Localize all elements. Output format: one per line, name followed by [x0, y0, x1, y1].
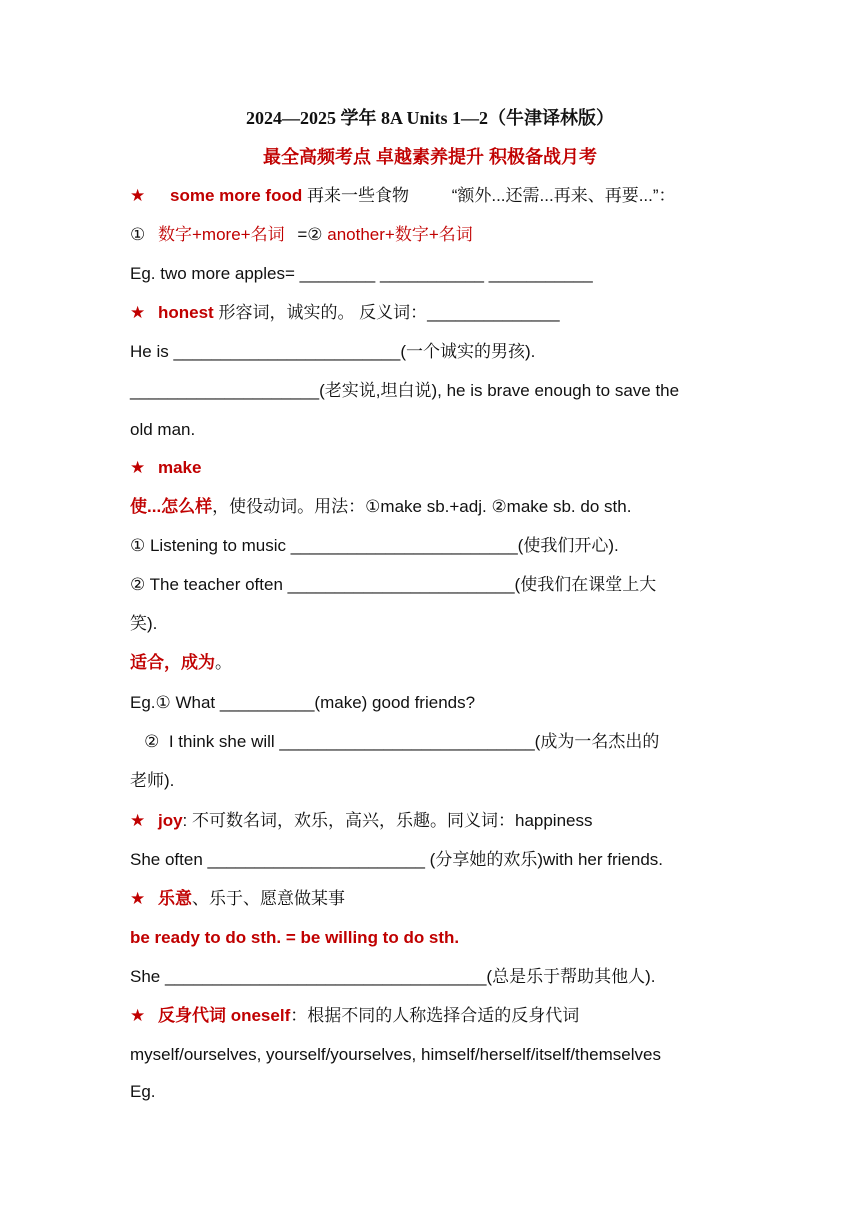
star-icon: ★ [130, 1006, 146, 1025]
star-icon: ★ [130, 458, 146, 477]
example-honest-1: He is ________________________(一个诚实的男孩). [130, 342, 536, 361]
phrase-willing: be ready to do sth. = be willing to do sth. [130, 928, 460, 947]
desc-honest: 形容词，诚实的。 反义词：______________ [218, 303, 560, 322]
equals-sign: = [297, 225, 308, 244]
doc-title: 2024—2025 学年 8A Units 1—2（牛津译林版） [245, 108, 614, 128]
rule-1: 数字+more+名词 [157, 225, 285, 244]
reflexive-pronoun-list: myself/ourselves, yourself/yourselves, himself/herself/itself/themselves [130, 1045, 661, 1064]
desc-joy: : 不可数名词，欢乐，高兴，乐趣。同义词：happiness [182, 811, 593, 830]
make-sense-1-usage: ，使役动词。用法：①make sb.+adj. ②make sb. do sth. [212, 497, 632, 516]
item-more-food-rule [130, 225, 740, 245]
star-icon: ★ [130, 811, 146, 830]
keyword-make: make [157, 458, 202, 477]
doc-subtitle: 最全高频考点 卓越素养提升 积极备战月考 [262, 147, 597, 167]
star-icon: ★ [130, 889, 146, 908]
example-make-2b: 笑). [130, 614, 158, 633]
keyword-willing: 乐意 [157, 889, 192, 908]
item-oneself-heading [130, 1006, 740, 1026]
example-oneself-label: Eg. [130, 1082, 156, 1101]
example-honest-2a: ____________________(老实说,坦白说), he is brave enough to save the [130, 381, 680, 400]
make-sense-2 [130, 653, 740, 673]
example-make-3: Eg.① What __________(make) good friends? [130, 693, 476, 712]
example-make-2a: ② The teacher often ________________________(使我们在课堂上大 [130, 575, 657, 594]
keyword-honest: honest [157, 303, 214, 322]
rule-2: another+数字+名词 [327, 225, 473, 244]
item-honest-heading [130, 303, 740, 323]
keyword-oneself: 反身代词 oneself [157, 1006, 291, 1025]
item-more-food-heading [130, 186, 740, 206]
example-honest-2b: old man. [130, 420, 196, 439]
make-sense-1 [130, 497, 740, 517]
example-joy: She often _______________________ (分享她的欢乐)with her friends. [130, 850, 664, 869]
example-make-4b: 老师). [130, 771, 175, 790]
keyword-joy: joy [157, 811, 183, 830]
make-sense-1-label: 使...怎么样 [130, 497, 213, 516]
note-more-food: “额外...还需...再来、再要...”： [451, 186, 676, 205]
make-sense-2-label: 适合，成为 [130, 653, 215, 672]
item-joy-heading [130, 811, 740, 831]
example-make-4a: ② I think she will ___________________________(成为一名杰出的 [130, 732, 660, 751]
example-make-1: ① Listening to music ________________________(使我们开心). [130, 536, 619, 555]
make-sense-2-end: 。 [215, 653, 232, 672]
star-icon: ★ [130, 303, 146, 322]
keyword-more-food: some more food [169, 186, 303, 205]
desc-willing: 、乐于、愿意做某事 [191, 889, 345, 908]
item-willing-heading [130, 889, 740, 909]
rule-number-1: ① [130, 225, 146, 244]
item-make-heading [130, 458, 740, 478]
rule-number-2: ② [307, 225, 323, 244]
meaning-more-food: 再来一些食物 [306, 186, 409, 205]
desc-oneself: ：根据不同的人称选择合适的反身代词 [290, 1006, 580, 1025]
example-willing: She __________________________________(总是乐于帮助其他人). [130, 967, 656, 986]
star-icon: ★ [130, 186, 146, 205]
example-more-food: Eg. two more apples= ________ ___________ ___________ [130, 264, 593, 283]
